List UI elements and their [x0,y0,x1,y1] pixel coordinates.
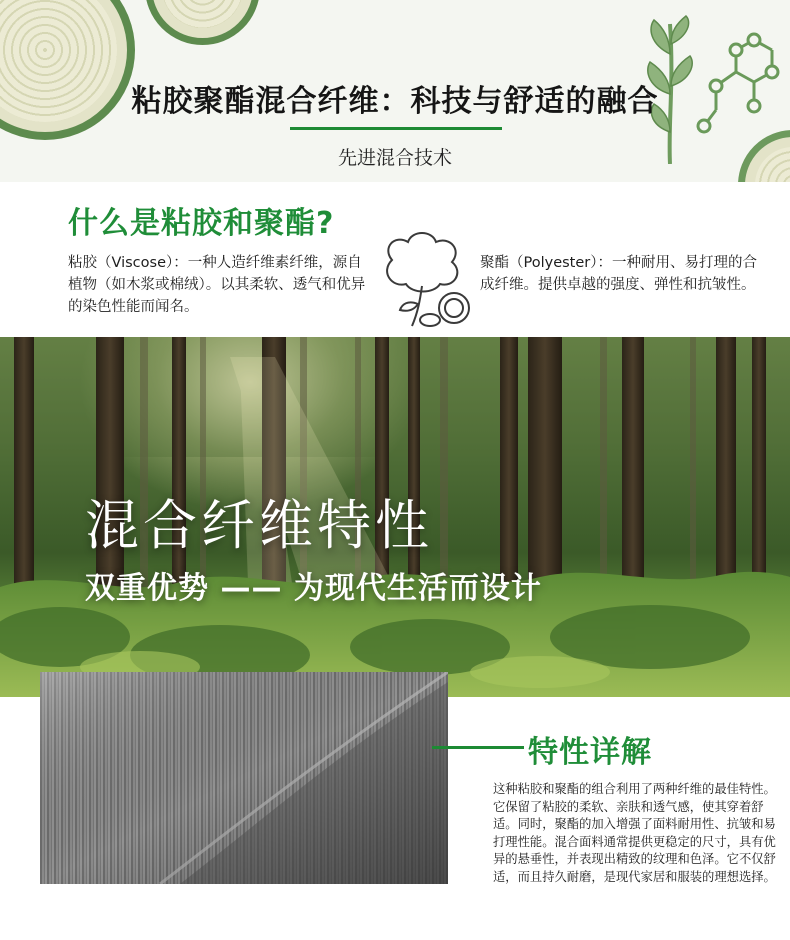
banner-subtitle: 双重优势 —— 为现代生活而设计 [85,571,542,606]
features-heading: 特性详解 [528,735,652,770]
features-section [0,697,790,940]
page-title: 粘胶聚酯混合纤维：科技与舒适的融合 [131,84,659,119]
page-subtitle: 先进混合技术 [337,147,452,169]
polyester-description: 聚酯（Polyester）：一种耐用、易打理的合成纤维。提供卓越的强度、弹性和抗皱性。 [480,255,757,293]
header-banner [0,0,790,182]
cotton-boll-icon [372,230,472,330]
fabric-fold [40,672,448,884]
section-heading: 什么是粘胶和聚酯? [68,206,335,241]
what-is-section [0,182,790,337]
fabric-swatch-image [40,672,448,884]
title-underline [290,127,502,130]
viscose-description: 粘胶（Viscose）：一种人造纤维素纤维，源自植物（如木浆或棉绒）。以其柔软、透气和优异的染色性能而闻名。 [68,255,366,315]
heading-accent-line [432,746,524,749]
tree-ring-icon [145,0,260,45]
banner-title: 混合纤维特性 [85,494,433,557]
features-description: 这种粘胶和聚酯的组合利用了两种纤维的最佳特性。它保留了粘胶的柔软、亲肤和透气感，使其穿着舒适。同时，聚酯的加入增强了面料耐用性、抗皱和易打理性能。混合面料通常提供更稳定的尺寸，具有优异的悬垂性，并表现出精致的纹理和色泽。它不仅舒适，而且持久耐磨，是现代家居和服装的理想选择。 [493,782,776,884]
forest-banner [0,337,790,697]
